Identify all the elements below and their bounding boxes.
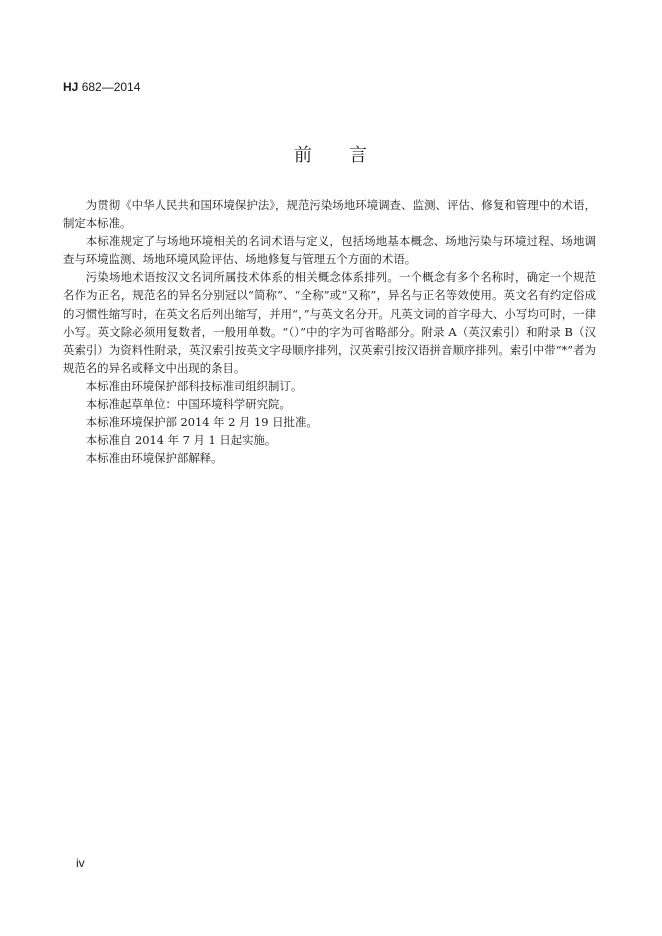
paragraph-purpose: 为贯彻《中华人民共和国环境保护法》，规范污染场地环境调查、监测、评估、修复和管理中的术语，制定本标准。 — [63, 198, 596, 231]
page-title-char-1: 前 — [294, 145, 313, 166]
paragraph-interpretation: 本标准由环境保护部解释。 — [85, 451, 223, 466]
page-number: iv — [76, 856, 85, 870]
paragraph-drafting-unit: 本标准起草单位：中国环境科学研究院。 — [85, 397, 291, 412]
paragraph-arrangement: 污染场地术语按汉文名词所属技术体系的相关概念体系排列。一个概念有多个名称时，确定一个规范名作为正名，规范名的异名分别冠以“简称”、“全称”或“又称”，异名与正名等效使用。英文名有约定俗成的习惯性缩写时，在英文名后列出缩写，并用“，”与英文名分开。凡英文词的首字母大、小写均可时，一律小写。英文除必须用复数者，一般用单数。“（）”中的字为可省略部分。附录 A（英汉索引）和附录 B（汉英索引）为资料性附录，英汉索引按英文字母顺序排列，汉英索引按汉语拼音顺序排列。索引中带“*”者为规范名的异名或释文中出现的条目。 — [63, 270, 596, 375]
paragraph-scope: 本标准规定了与场地环境相关的名词术语与定义，包括场地基本概念、场地污染与环境过程、场地调查与环境监测、场地环境风险评估、场地修复与管理五个方面的术语。 — [63, 234, 596, 267]
paragraph-approval: 本标准环境保护部 2014 年 2 月 19 日批准。 — [85, 415, 318, 430]
paragraph-effective-date: 本标准自 2014 年 7 月 1 日起实施。 — [85, 433, 277, 448]
foreword-body — [63, 196, 596, 467]
standard-code: HJ — [63, 80, 79, 94]
document-header — [63, 80, 140, 94]
page-title-char-2: 言 — [349, 145, 368, 166]
standard-number: 682—2014 — [81, 80, 141, 94]
paragraph-organizer: 本标准由环境保护部科技标准司组织制订。 — [85, 378, 303, 393]
page-title — [0, 146, 662, 166]
